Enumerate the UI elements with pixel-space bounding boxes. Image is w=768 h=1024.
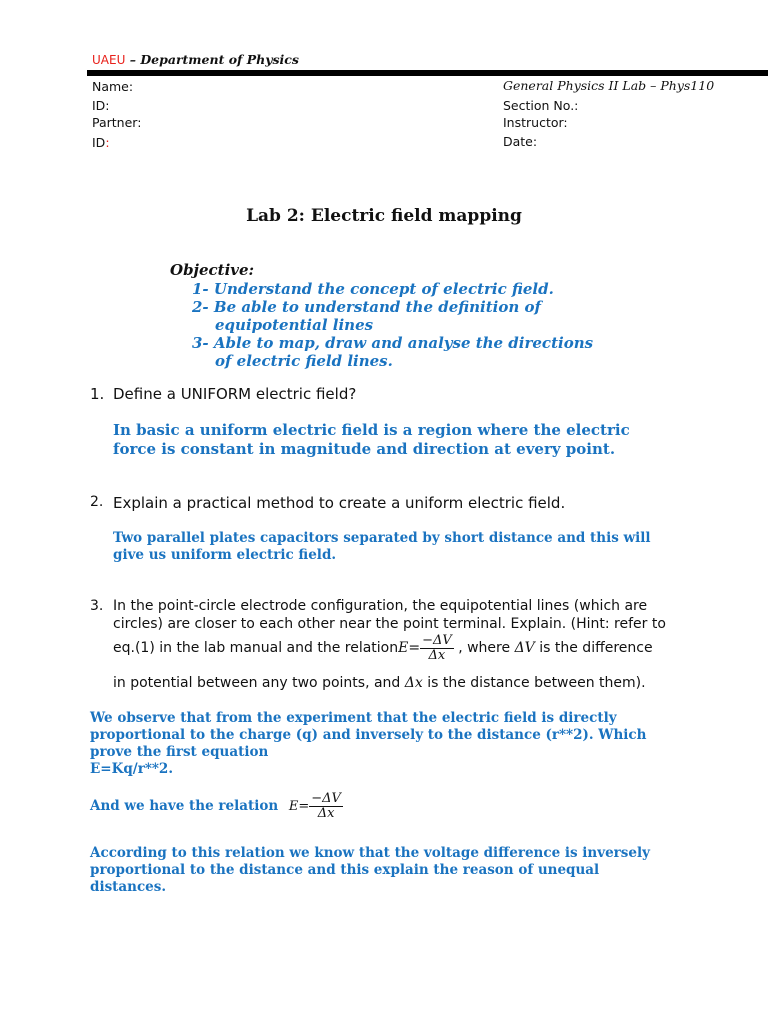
answer-3-line-3: prove the first equation <box>90 744 269 760</box>
question-3-line-4-text: in potential between any two points, and <box>113 675 405 691</box>
formula-fraction <box>420 634 454 663</box>
answer-3-line-2: proportional to the charge (q) and inversely to the distance (r**2). Which <box>90 727 647 743</box>
date-field-label: Date: <box>503 134 538 149</box>
answer-2-line-1: Two parallel plates capacitors separated by short distance and this will <box>113 530 651 546</box>
relation-text: And we have the relation <box>90 798 283 814</box>
department-name: – Department of Physics <box>125 52 299 67</box>
answer-3b-line-3: distances. <box>90 879 167 895</box>
question-3-line-4 <box>113 674 646 693</box>
relation-formula-numerator: −ΔV <box>311 791 341 806</box>
partner-id-colon: : <box>105 135 110 150</box>
section-field-label: Section No.: <box>503 98 579 113</box>
answer-1-line-2: force is constant in magnitude and direction at every point. <box>113 440 616 458</box>
uaeu-logo-text: UAEU <box>92 53 126 67</box>
formula-denominator: Δx <box>428 648 446 663</box>
answer-3-line-4: E=Kq/r**2. <box>90 761 174 777</box>
objective-item-2-cont: equipotential lines <box>215 316 374 334</box>
name-field-label: Name: <box>92 79 134 94</box>
header-brand <box>92 52 299 67</box>
lab-title: Lab 2: Electric field mapping <box>246 206 522 226</box>
relation-formula-denominator: Δx <box>317 806 335 821</box>
formula-numerator: −ΔV <box>422 633 452 648</box>
answer-3-line-1: We observe that from the experiment that the electric field is directly <box>90 710 617 726</box>
delta-x-symbol: Δx <box>404 675 423 691</box>
partner-id-field-label <box>92 135 110 150</box>
instructor-field-label: Instructor: <box>503 115 568 130</box>
question-3-line-3-end: is the difference <box>534 640 653 656</box>
question-3-line-3-where: , where <box>453 640 515 656</box>
objective-item-2: 2- Be able to understand the definition of <box>192 298 541 316</box>
question-2-number: 2. <box>90 494 104 510</box>
course-name: General Physics II Lab – Phys110 <box>503 78 715 93</box>
question-3-line-1: In the point-circle electrode configuration, the equipotential lines (which are <box>113 598 648 614</box>
relation-formula-lhs: E= <box>288 799 310 814</box>
id-field-label: ID: <box>92 98 110 113</box>
relation-formula-fraction <box>309 792 343 821</box>
objective-item-3: 3- Able to map, draw and analyse the directions <box>192 334 594 352</box>
objective-item-3-cont: of electric field lines. <box>215 352 393 370</box>
answer-3b-line-2: proportional to the distance and this explain the reason of unequal <box>90 862 600 878</box>
answer-1-line-1: In basic a uniform electric field is a region where the electric <box>113 421 630 439</box>
question-1-text: Define a UNIFORM electric field? <box>113 385 357 403</box>
question-3-line-3-text: eq.(1) in the lab manual and the relation <box>113 640 399 656</box>
question-3-line-2: circles) are closer to each other near the point terminal. Explain. (Hint: refer to <box>113 616 666 632</box>
answer-3b-line-1: According to this relation we know that the voltage difference is inversely <box>90 845 650 861</box>
header-rule <box>87 70 768 76</box>
answer-2-line-2: give us uniform electric field. <box>113 547 337 563</box>
delta-v-symbol: ΔV <box>514 640 535 656</box>
question-2-text: Explain a practical method to create a uniform electric field. <box>113 494 566 512</box>
objective-heading: Objective: <box>170 261 255 279</box>
question-3-line-4-end: is the distance between them). <box>422 675 646 691</box>
formula-lhs: E= <box>398 640 421 656</box>
relation-line <box>90 792 343 821</box>
partner-id-text: ID <box>92 135 106 150</box>
objective-item-1: 1- Understand the concept of electric field. <box>192 280 554 298</box>
question-3-number: 3. <box>90 598 104 614</box>
question-3-line-3 <box>113 634 653 663</box>
partner-field-label: Partner: <box>92 115 142 130</box>
question-1-number: 1. <box>90 385 105 403</box>
